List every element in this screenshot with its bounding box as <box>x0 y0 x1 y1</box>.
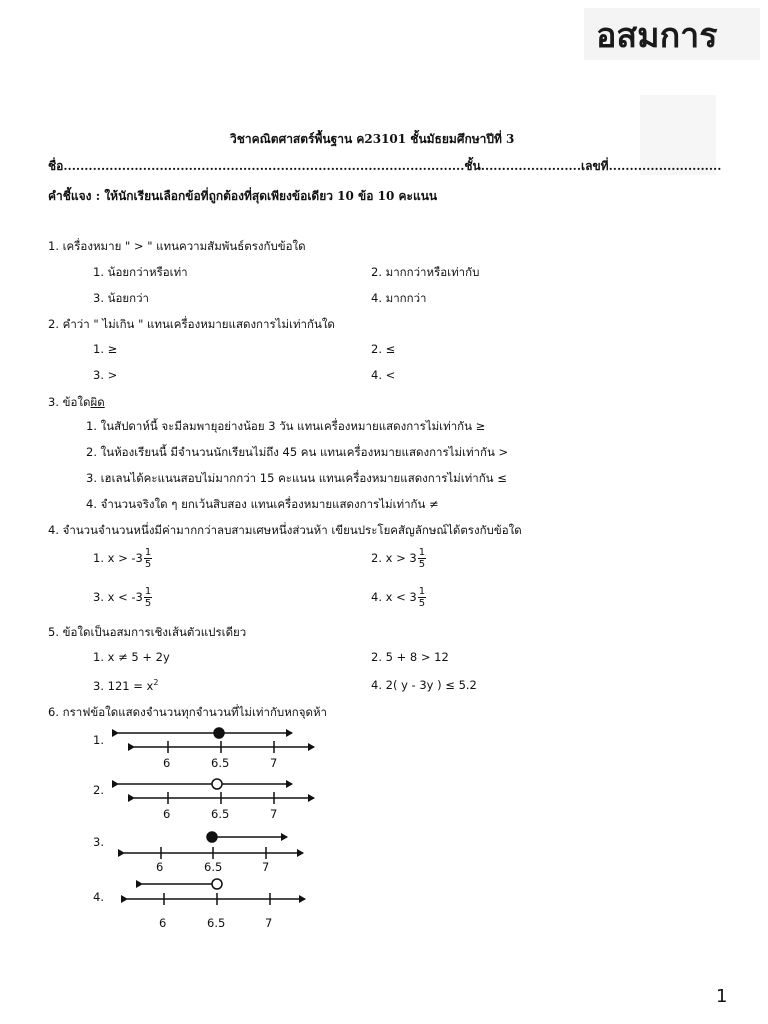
q2-option-1[interactable]: 1. ≥ <box>93 342 118 356</box>
tick-label-7: 7 <box>262 860 270 874</box>
q3-emphasis: ผิด <box>90 395 105 409</box>
fraction-denominator: 5 <box>418 559 426 570</box>
tick-label-6: 6 <box>156 860 164 874</box>
question-1: 1. เครื่องหมาย " > " แทนความสัมพันธ์ตรงกับข้อใด <box>48 239 306 253</box>
page-number: 1 <box>716 986 728 1007</box>
number-line-4 <box>127 879 305 905</box>
q5-option-1[interactable]: 1. x ≠ 5 + 2y <box>93 650 170 664</box>
question-2: 2. คำว่า " ไม่เกิน " แทนเครื่องหมายแสดงการไม่เท่ากันใด <box>48 317 335 331</box>
fraction-denominator: 5 <box>418 598 426 609</box>
question-6: 6. กราฟข้อใดแสดงจำนวนทุกจำนวนที่ไม่เท่ากับหกจุดห้า <box>48 705 327 719</box>
open-dot <box>212 879 222 889</box>
q4-option-2-text: 2. x > 3 <box>371 551 417 565</box>
q2-option-4[interactable]: 4. < <box>371 368 396 382</box>
tick-label-6-5: 6.5 <box>207 916 226 930</box>
tick-label-6-5: 6.5 <box>211 756 230 770</box>
q3-option-3[interactable]: 3. เฮเลนได้คะแนนสอบไม่มากกว่า 15 คะแนน แทนเครื่องหมายแสดงการไม่เท่ากัน ≤ <box>86 471 507 485</box>
subject-header: วิชาคณิตศาสตร์พื้นฐาน ค23101 ชั้นมัธยมศึกษาปีที่ 3 <box>230 132 515 146</box>
tick-label-6: 6 <box>159 916 167 930</box>
q1-option-1[interactable]: 1. น้อยกว่าหรือเท่า <box>93 265 188 279</box>
tick-label-7: 7 <box>270 807 278 821</box>
q3-prefix: 3. ข้อใด <box>48 395 91 409</box>
exponent: 2 <box>153 678 159 687</box>
q6-option-3[interactable]: 3. <box>93 835 104 849</box>
closed-dot <box>207 832 217 842</box>
q6-option-4[interactable]: 4. <box>93 890 104 904</box>
q5-option-2[interactable]: 2. 5 + 8 > 12 <box>371 650 449 664</box>
q4-option-1-text: 1. x > -3 <box>93 551 143 565</box>
q5-option-3-text: 3. 121 = x <box>93 678 154 693</box>
open-dot <box>212 779 222 789</box>
q4-option-3-text: 3. x < -3 <box>93 590 143 604</box>
fraction-denominator: 5 <box>144 598 152 609</box>
fraction-numerator: 1 <box>418 547 426 558</box>
question-4: 4. จำนวนจำนวนหนึ่งมีค่ามากกว่าลบสามเศษหนึ่งส่วนห้า เขียนประโยคสัญลักษณ์ได้ตรงกับข้อใด <box>48 523 522 537</box>
tick-label-7: 7 <box>270 756 278 770</box>
fraction-numerator: 1 <box>144 547 152 558</box>
q2-option-2[interactable]: 2. ≤ <box>371 342 396 356</box>
instruction: คำชี้แจง : ให้นักเรียนเลือกข้อที่ถูกต้องที่สุดเพียงข้อเดียว 10 ข้อ 10 คะแนน <box>48 189 438 203</box>
closed-dot <box>214 728 224 738</box>
q1-option-2[interactable]: 2. มากกว่าหรือเท่ากับ <box>371 265 480 279</box>
q5-option-4[interactable]: 4. 2( y - 3y ) ≤ 5.2 <box>371 678 477 692</box>
q1-option-3[interactable]: 3. น้อยกว่า <box>93 291 150 305</box>
fraction-denominator: 5 <box>144 559 152 570</box>
q1-option-4[interactable]: 4. มากกว่า <box>371 291 427 305</box>
q3-option-1[interactable]: 1. ในสัปดาห์นี้ จะมีลมพายุอย่างน้อย 3 วัน แทนเครื่องหมายแสดงการไม่เท่ากัน ≥ <box>86 419 486 433</box>
tick-label-6-5: 6.5 <box>211 807 230 821</box>
q6-option-2[interactable]: 2. <box>93 783 104 797</box>
number-line-3 <box>124 832 303 859</box>
tick-label-6: 6 <box>163 807 171 821</box>
fraction-numerator: 1 <box>144 586 152 597</box>
number-line-1 <box>118 728 314 753</box>
question-5: 5. ข้อใดเป็นอสมการเชิงเส้นตัวแปรเดียว <box>48 625 247 639</box>
q2-option-3[interactable]: 3. > <box>93 368 118 382</box>
number-line-2 <box>118 779 314 804</box>
q3-option-2[interactable]: 2. ในห้องเรียนนี้ มีจำนวนนักเรียนไม่ถึง 45 คน แทนเครื่องหมายแสดงการไม่เท่ากัน > <box>86 445 509 459</box>
q4-option-4-text: 4. x < 3 <box>371 590 417 604</box>
fraction-numerator: 1 <box>418 586 426 597</box>
tick-label-7: 7 <box>265 916 273 930</box>
name-line: ชื่อ................................................................................................ชั้น........................เลขที่........................... <box>48 159 722 173</box>
q6-option-1[interactable]: 1. <box>93 733 104 747</box>
tick-label-6-5: 6.5 <box>204 860 223 874</box>
q3-option-4[interactable]: 4. จำนวนจริงใด ๆ ยกเว้นสิบสอง แทนเครื่องหมายแสดงการไม่เท่ากัน ≠ <box>86 497 439 511</box>
worksheet-title: อสมการ <box>596 16 718 56</box>
tick-label-6: 6 <box>163 756 171 770</box>
